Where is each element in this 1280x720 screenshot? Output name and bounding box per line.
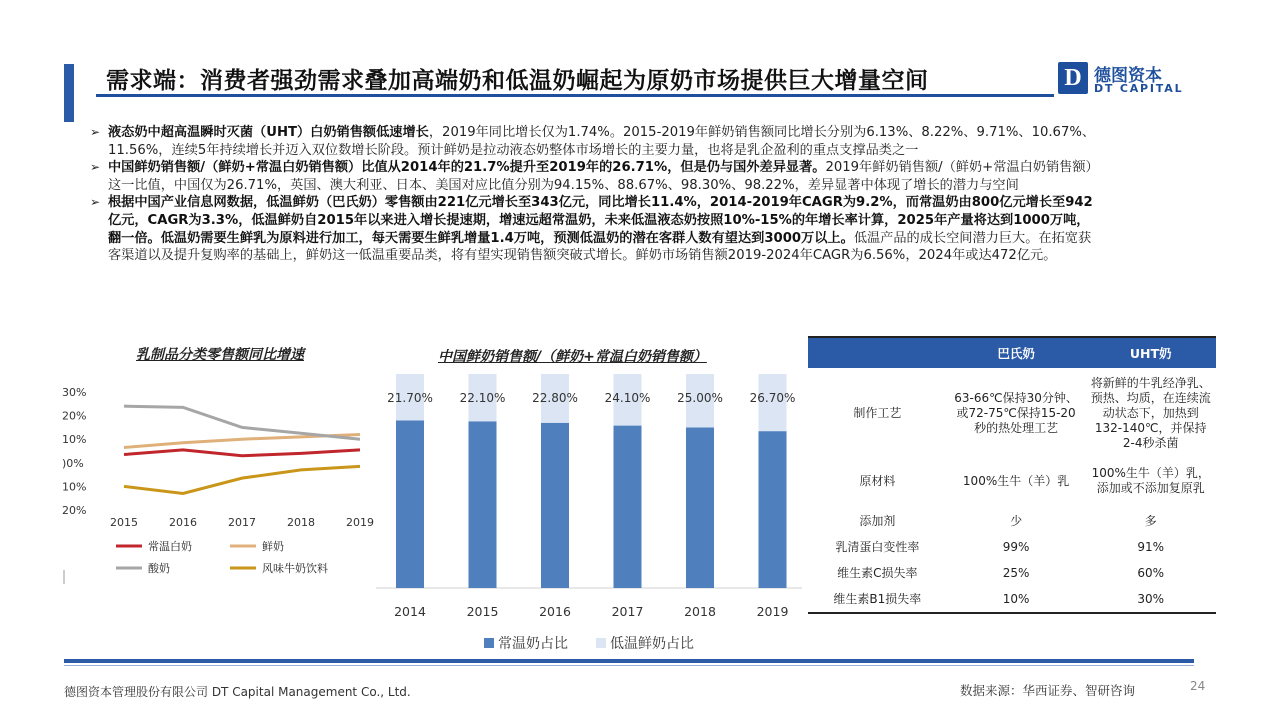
x-tick-label: 2016 — [539, 604, 571, 619]
table-cell: 原材料 — [859, 473, 896, 488]
table-cell: 25% — [1002, 565, 1030, 580]
table-cell: 维生素B1损失率 — [808, 586, 947, 613]
x-tick-label: 2018 — [287, 516, 315, 529]
bar-room-temp — [686, 428, 714, 589]
table-cell: 60% — [1137, 565, 1165, 580]
table-cell: 多 — [1144, 513, 1157, 528]
table-cell: 添加剂 — [859, 513, 896, 528]
x-tick-label: 2019 — [346, 516, 374, 529]
bar-room-temp — [614, 426, 642, 588]
bar-chart — [370, 360, 810, 660]
table-cell: 制作工艺 — [853, 405, 902, 420]
bar-room-temp — [541, 423, 569, 588]
line-chart-title: 乳制品分类零售额同比增速 — [136, 347, 304, 363]
legend-label: 酸奶 — [148, 562, 170, 575]
footer-rule-thin — [64, 665, 1194, 666]
table-header-row — [808, 337, 1216, 368]
x-tick-label: 2015 — [110, 516, 138, 529]
title-underline — [96, 94, 1054, 97]
arrow-bullet-icon: ➢ — [90, 195, 101, 210]
y-tick-label: )0% — [62, 456, 84, 470]
table-cell: 30% — [1085, 586, 1216, 613]
bullet-bold-text: 根据中国产业信息网数据，低温鲜奶（巴氏奶）零售额由221亿元增长至343亿元，同比增长11.4%，2014-2019年CAGR为9.2%，而常温奶由800亿元增长至942亿元，CAGR为3.3%，低温鲜奶自2015年以来进入增长提速期，增速远超常温奶，未来低温液态奶按照10%-15%的年增长率计算，2025年产量将达到1000万吨，翻一倍。低温奶需要生鲜乳为原料进行加工，每天需要生鲜乳增量1.4万吨，预测低温奶的潜在客群人数有望达到3000万以上。 — [108, 195, 1093, 246]
table-cell: 100%生牛（羊）乳 — [962, 473, 1070, 488]
bar-chart-title: 中国鲜奶销售额/（鲜奶+常温白奶销售额） — [438, 349, 707, 365]
table-cell: 63-66℃保持30分钟、或72-75℃保持15-20秒的热处理工艺 — [954, 390, 1078, 435]
y-tick-label: 30% — [62, 386, 87, 399]
table-cell: 乳清蛋白变性率 — [835, 539, 920, 554]
x-tick-label: 2015 — [466, 604, 499, 619]
footer-company: 德图资本管理股份有限公司 DT Capital Management Co., Ltd. — [64, 685, 411, 699]
table-header-cell — [808, 337, 947, 368]
x-tick-label: 2017 — [611, 604, 644, 619]
page-title: 需求端：消费者强劲需求叠加高端奶和低温奶崛起为原奶市场提供巨大增量空间 — [106, 68, 929, 94]
data-source: 数据来源：华西证券、智研咨询 — [960, 683, 1136, 698]
table-cell: 10% — [947, 586, 1086, 613]
table-row — [808, 368, 1216, 454]
logo-en-text: DT CAPITAL — [1094, 82, 1184, 95]
data-label: 21.70% — [387, 391, 433, 405]
table-row — [808, 534, 1216, 560]
bullet-item — [88, 159, 1098, 194]
logo-mark: D — [1058, 62, 1088, 94]
line-series — [124, 466, 360, 493]
data-label: 25.00% — [677, 391, 723, 405]
table-cell: 维生素C损失率 — [837, 565, 918, 580]
data-label: 26.70% — [749, 391, 796, 405]
legend-label: 低温鲜奶占比 — [610, 636, 694, 652]
table-row — [808, 454, 1216, 508]
y-tick-label: 20% — [62, 409, 87, 423]
legend-label: 常温白奶 — [148, 540, 192, 553]
table-cell: 少 — [1010, 513, 1023, 528]
bullet-bold-text: 液态奶中超高温瞬时灭菌（UHT）白奶销售额低速增长 — [108, 125, 429, 140]
legend-swatch — [484, 638, 494, 648]
table-row — [808, 560, 1216, 586]
bar-room-temp — [396, 420, 424, 588]
table-row — [808, 586, 1216, 613]
comparison-table — [808, 336, 1216, 614]
page-number: 24 — [1190, 679, 1206, 693]
arrow-bullet-icon: ➢ — [90, 125, 101, 139]
bullet-bold-text: 中国鲜奶销售额/（鲜奶+常温白奶销售额）比值从2014年的21.7%提升至2019年的26.71%，但是仍与国外差异显著。 — [108, 160, 826, 176]
table-cell: 99% — [1002, 539, 1030, 554]
bar-room-temp — [759, 431, 787, 588]
footer-rule — [64, 659, 1194, 663]
data-label: 22.80% — [532, 391, 578, 405]
table-header-cell: 巴氏奶 — [947, 337, 1086, 368]
line-chart — [56, 370, 386, 590]
table-header-cell: UHT奶 — [1085, 337, 1216, 368]
x-tick-label: 2018 — [684, 604, 716, 619]
legend-swatch — [596, 638, 606, 648]
table-row — [808, 508, 1216, 534]
y-tick-label: 10% — [62, 480, 87, 494]
legend-label: 鲜奶 — [262, 540, 284, 553]
company-logo — [1058, 62, 1188, 98]
bar-room-temp — [469, 421, 497, 588]
arrow-bullet-icon: ➢ — [90, 160, 101, 175]
line-series — [124, 406, 360, 439]
y-tick-label: 10% — [62, 433, 87, 447]
x-tick-label: 2014 — [394, 604, 426, 619]
x-tick-label: 2017 — [228, 516, 256, 529]
logo-cn-text: 德图资本 — [1094, 66, 1162, 86]
bullet-list — [88, 124, 1098, 265]
bullet-text: 2019年鲜奶销售额/（鲜奶+常温白奶销售额）这一比值，中国仅为26.71%，英国、澳大利亚、日本、美国对应比值分别为94.15%、88.67%、98.30%、98.22%，差异显著中体现了增长的潜力与空间 — [108, 160, 1093, 193]
bullet-item — [88, 124, 1098, 159]
bullet-text: ，2019年同比增长仅为1.74%。2015-2019年鲜奶销售额同比增长分别为6.13%、8.22%、9.71%、10.67%、11.56%，连续5年持续增长并迈入双位数增长阶段。预计鲜奶是拉动液态奶整体市场增长的主要力量，也将是乳企盈利的重点支撑品类之一 — [108, 125, 1096, 158]
y-tick-label: 20% — [62, 504, 87, 517]
title-accent-bar — [64, 64, 74, 122]
x-tick-label: 2019 — [756, 604, 789, 619]
table-cell: 91% — [1137, 539, 1165, 554]
data-label: 24.10% — [604, 391, 651, 405]
line-series — [124, 450, 360, 456]
legend-label: 常温奶占比 — [498, 636, 568, 652]
bullet-item — [88, 194, 1098, 264]
table-cell: 100%生牛（羊）乳，添加或不添加复原乳 — [1091, 466, 1210, 495]
bullet-text: 低温产品的成长空间潜力巨大。在拓宽获客渠道以及提升复购率的基础上，鲜奶这一低温重要品类，将有望实现销售额突破式增长。鲜奶市场销售额2019-2024年CAGR为6.56%，2024年或达472亿元。 — [108, 230, 1092, 264]
data-label: 22.10% — [459, 391, 506, 405]
legend-label: 风味牛奶饮料 — [262, 562, 328, 575]
x-tick-label: 2016 — [169, 516, 197, 529]
table-cell: 将新鲜的牛乳经净乳、预热、均质，在连续流动状态下，加热到132-140℃，并保持2-4秒杀菌 — [1090, 375, 1211, 450]
